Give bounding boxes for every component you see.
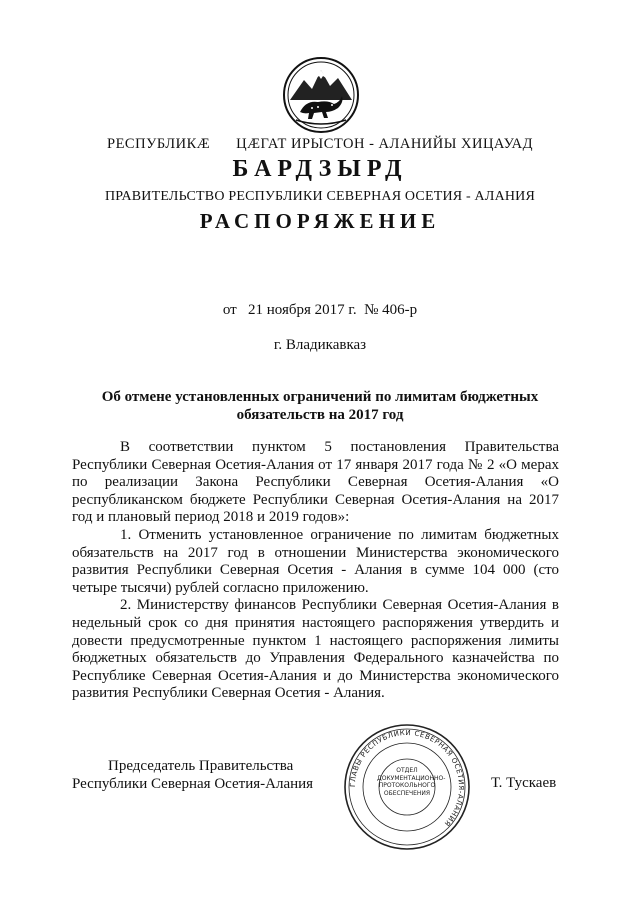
header-line-oss [0,136,640,153]
signatory-organization: Республики Северная Осетия-Алания [72,776,314,792]
date-line [0,302,640,319]
header-government-oss: ЦӔГАТ ИРЫСТОН - АЛАНИЙЫ ХИЦАУАД [236,136,533,152]
city: г. Владикавказ [273,337,367,353]
signatory-position: Председатель Правительства [108,758,294,774]
document-body [72,439,559,703]
item-2-paragraph: 2. Министерству финансов Республики Северная Осетия-Алания в недельный срок со дня принятия настоящего распоряжения утвердить и довести предусмотренные пунктом 1 настоящего распоряжения лимиты бюджетных обязательств до Управления Федерального казначейства по Республике Северная Осетия-Алания и до Министерства экономического развития Республики Северная Осетия - Алания. [72,597,559,702]
item-1-paragraph: 1. Отменить установленное ограничение по лимитам бюджетных обязательств на 2017 год в отношении Министерства экономического развития Республики Северная Осетия - Алания в сумме 104 000 (сто четыре тысячи) рублей согласно приложению. [72,526,559,596]
document-date: 21 ноября 2017 г. [247,302,357,318]
signatory-name: Т. Тускаев [491,775,557,791]
seal-outer-text: ГЛАВЫ РЕСПУБЛИКИ СЕВЕРНАЯ ОСЕТИЯ-АЛАНИЯ [348,728,466,828]
preamble-paragraph: В соответствии пунктом 5 постановления Правительства Республики Северная Осетия-Алания от 17 января 2017 года № 2 «О мерах по реализации Закона Республики Северная Осетия-Алания «О республиканском бюджете Республики Северная Осетия-Алания на 2017 год и плановый период 2018 и 2019 годов»: [72,439,559,526]
document-number: № 406-р [364,302,418,318]
official-seal-stamp [343,723,471,851]
document-type-oss: БАРДЗЫРД [232,156,408,182]
header-government-ru: ПРАВИТЕЛЬСТВО РЕСПУБЛИКИ СЕВЕРНАЯ ОСЕТИЯ - АЛАНИЯ [104,189,536,204]
document-type-ru: РАСПОРЯЖЕНИЕ [199,209,441,233]
signatory-title [72,757,313,793]
seal-center-text: ОТДЕЛ ДОКУМЕНТАЦИОННО-ПРОТОКОЛЬНОГО ОБЕСПЕЧЕНИЯ [377,767,446,797]
document-title: Об отмене установленных ограничений по лимитам бюджетных обязательств на 2017 год [101,389,539,423]
date-prefix: от [222,302,237,318]
header-republic-oss: РЕСПУБЛИКӔ [107,136,211,152]
coat-of-arms-emblem [282,56,360,134]
